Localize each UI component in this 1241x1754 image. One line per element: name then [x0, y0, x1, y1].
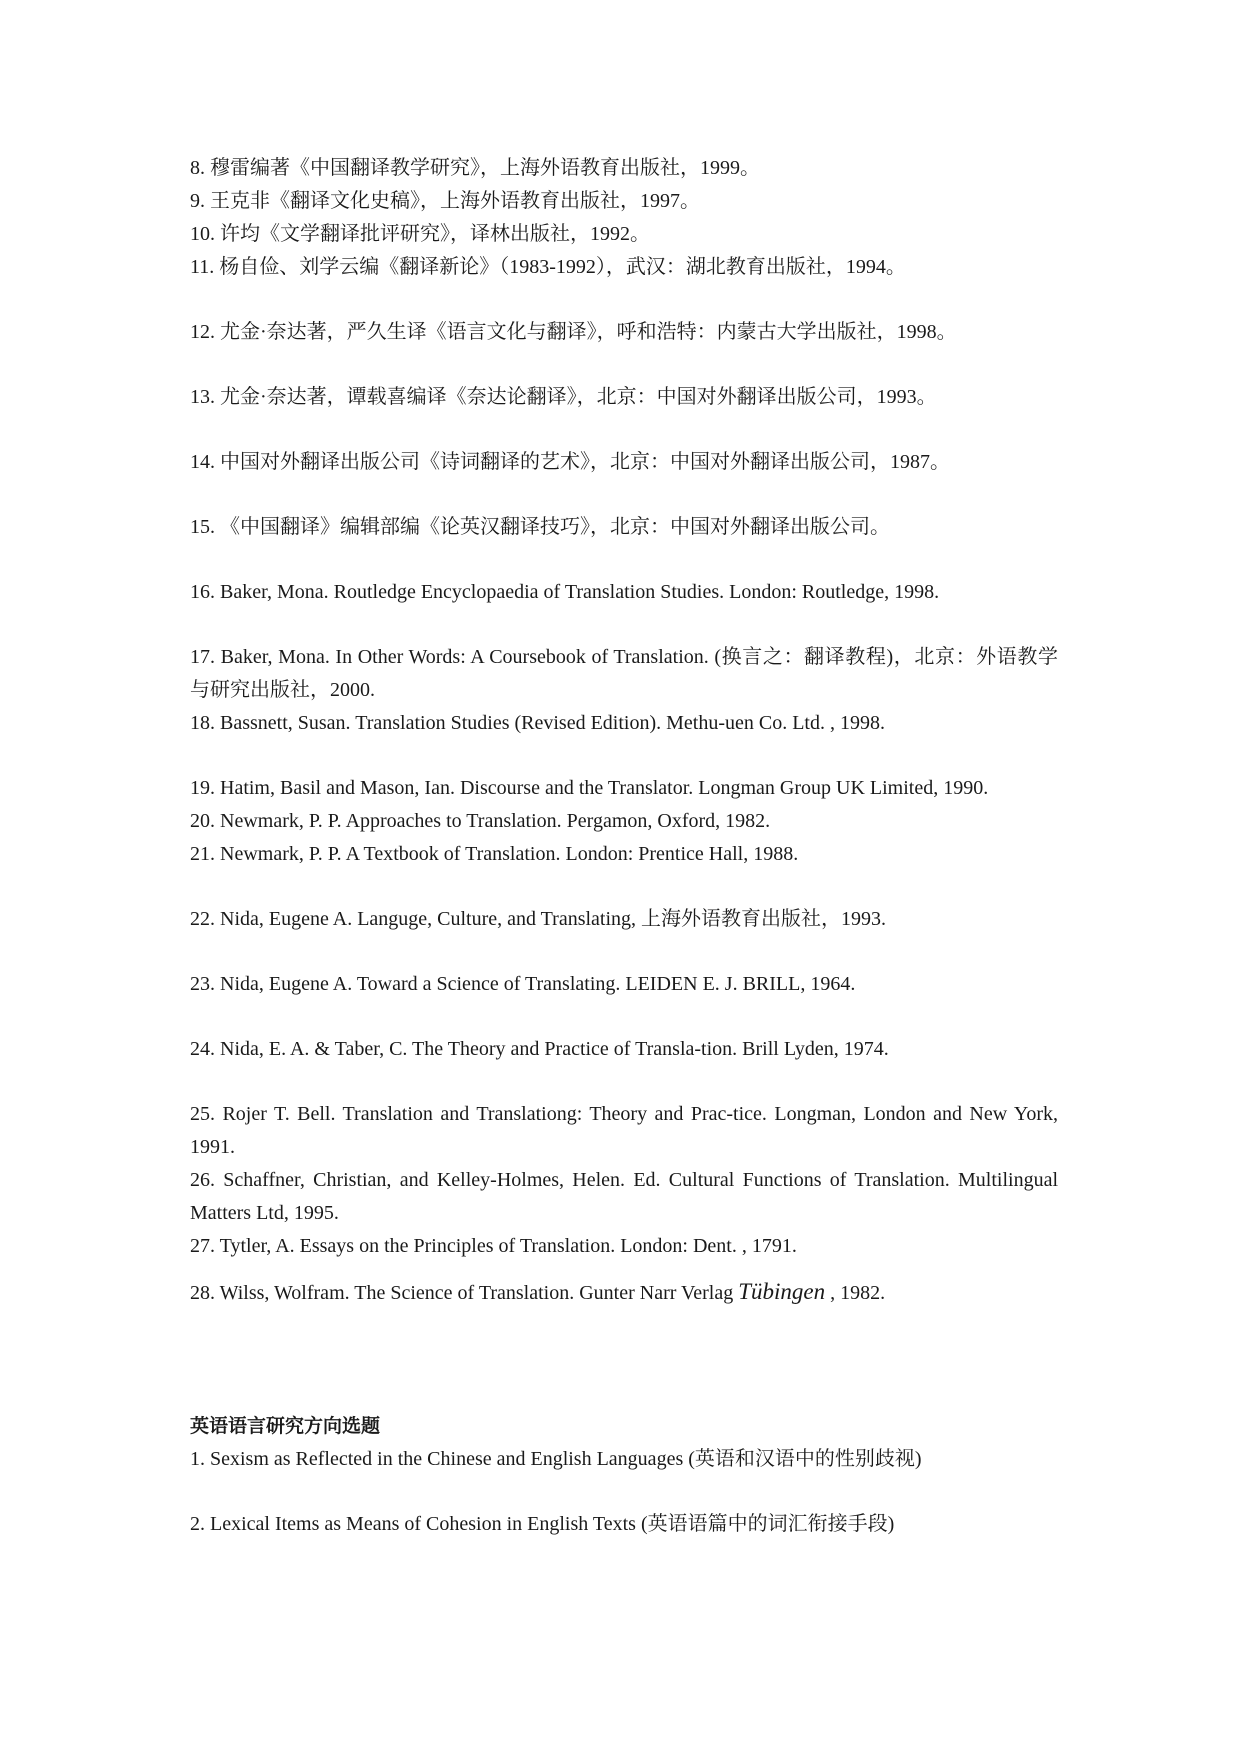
reference-item-25: 25. Rojer T. Bell. Translation and Translationg: Theory and Prac-tice. Longman, London and New York, 1991. [190, 1103, 1058, 1158]
reference-item-18: 18. Bassnett, Susan. Translation Studies (Revised Edition). Methu-uen Co. Ltd. , 1998. [190, 712, 885, 734]
reference-item-10: 10. 许均《文学翻译批评研究》，译林出版社，1992。 [190, 223, 650, 245]
section-heading: 英语语言研究方向选题 [190, 1415, 381, 1437]
reference-item-11: 11. 杨自俭、刘学云编《翻译新论》（1983-1992），武汉：湖北教育出版社，1994。 [190, 256, 906, 278]
reference-item-22: 22. Nida, Eugene A. Languge, Culture, and Translating, 上海外语教育出版社，1993. [190, 908, 887, 930]
reference-item-28-place: Tübingen [738, 1279, 826, 1304]
reference-item-14: 14. 中国对外翻译出版公司《诗词翻译的艺术》，北京：中国对外翻译出版公司，1987。 [190, 451, 950, 473]
reference-item-21: 21. Newmark, P. P. A Textbook of Translation. London: Prentice Hall, 1988. [190, 843, 799, 865]
reference-item-24: 24. Nida, E. A. & Taber, C. The Theory and Practice of Transla-tion. Brill Lyden, 1974. [190, 1038, 889, 1060]
reference-item-15: 15. 《中国翻译》编辑部编《论英汉翻译技巧》，北京：中国对外翻译出版公司。 [190, 516, 890, 538]
topic-item-1: 1. Sexism as Reflected in the Chinese and English Languages (英语和汉语中的性别歧视) [190, 1448, 922, 1470]
topic-item-2: 2. Lexical Items as Means of Cohesion in English Texts (英语语篇中的词汇衔接手段) [190, 1513, 895, 1535]
reference-item-9: 9. 王克非《翻译文化史稿》，上海外语教育出版社，1997。 [190, 190, 700, 212]
reference-item-16: 16. Baker, Mona. Routledge Encyclopaedia of Translation Studies. London: Routledge, 1998. [190, 581, 940, 603]
reference-item-28-text: 28. Wilss, Wolfram. The Science of Translation. Gunter Narr Verlag [190, 1282, 739, 1304]
reference-item-23: 23. Nida, Eugene A. Toward a Science of Translating. LEIDEN E. J. BRILL, 1964. [190, 973, 856, 995]
reference-item-12: 12. 尤金·奈达著，严久生译《语言文化与翻译》，呼和浩特：内蒙古大学出版社，1998。 [190, 321, 957, 343]
reference-item-26: 26. Schaffner, Christian, and Kelley-Holmes, Helen. Ed. Cultural Functions of Translation. Multilingual Matters Ltd, 1995. [190, 1169, 1058, 1224]
document-page [190, 152, 1058, 1541]
reference-item-13: 13. 尤金·奈达著，谭载喜编译《奈达论翻译》，北京：中国对外翻译出版公司，1993。 [190, 386, 937, 408]
reference-item-17: 17. Baker, Mona. In Other Words: A Coursebook of Translation. (换言之：翻译教程)，北京：外语教学与研究出版社，2000. [190, 646, 1058, 701]
reference-item-27: 27. Tytler, A. Essays on the Principles of Translation. London: Dent. , 1791. [190, 1235, 797, 1257]
reference-item-8: 8. 穆雷编著《中国翻译教学研究》，上海外语教育出版社，1999。 [190, 157, 760, 179]
reference-item-19: 19. Hatim, Basil and Mason, Ian. Discourse and the Translator. Longman Group UK Limited, 1990. [190, 777, 989, 799]
reference-item-28-year: , 1982. [825, 1282, 886, 1304]
reference-item-20: 20. Newmark, P. P. Approaches to Translation. Pergamon, Oxford, 1982. [190, 810, 771, 832]
reference-item-28 [190, 1275, 1058, 1310]
